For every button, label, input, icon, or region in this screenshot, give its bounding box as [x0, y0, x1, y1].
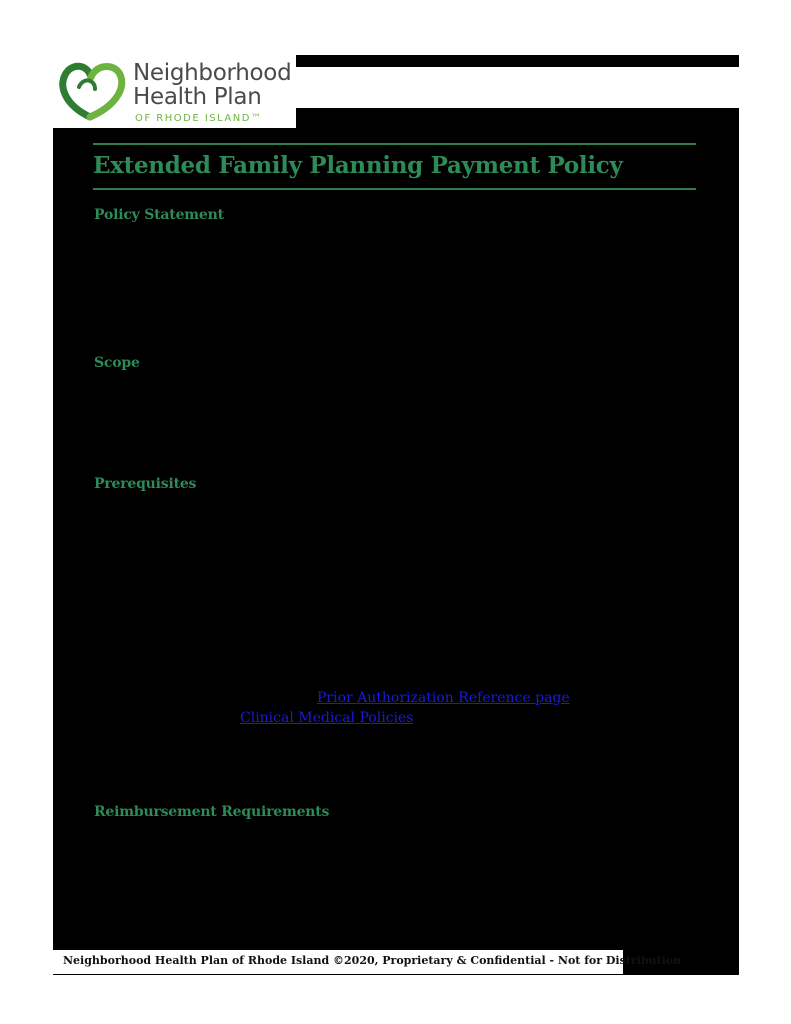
page-title: Extended Family Planning Payment Policy	[93, 152, 623, 179]
reimbursement-heading: Reimbursement Requirements	[94, 804, 330, 820]
title-rule-top	[93, 143, 696, 145]
scope-heading: Scope	[94, 355, 140, 371]
title-rule-bottom	[93, 188, 696, 190]
prerequisites-heading: Prerequisites	[94, 476, 197, 492]
clinical-medical-policies-link[interactable]: Clinical Medical Policies	[240, 710, 414, 726]
logo-line2: Health Plan	[133, 84, 262, 110]
header-band	[296, 67, 739, 108]
policy-statement-heading: Policy Statement	[94, 207, 224, 223]
prior-authorization-link[interactable]: Prior Authorization Reference page	[317, 690, 570, 706]
heart-swirl-icon	[57, 57, 127, 125]
footer-text: Neighborhood Health Plan of Rhode Island ©2020, Proprietary & Confidential - Not for Distribution	[63, 954, 682, 967]
document-page	[53, 55, 739, 975]
logo-line3: OF RHODE ISLAND™	[135, 113, 263, 124]
logo-line1: Neighborhood	[133, 60, 292, 86]
logo	[53, 55, 296, 128]
footer	[53, 950, 682, 974]
